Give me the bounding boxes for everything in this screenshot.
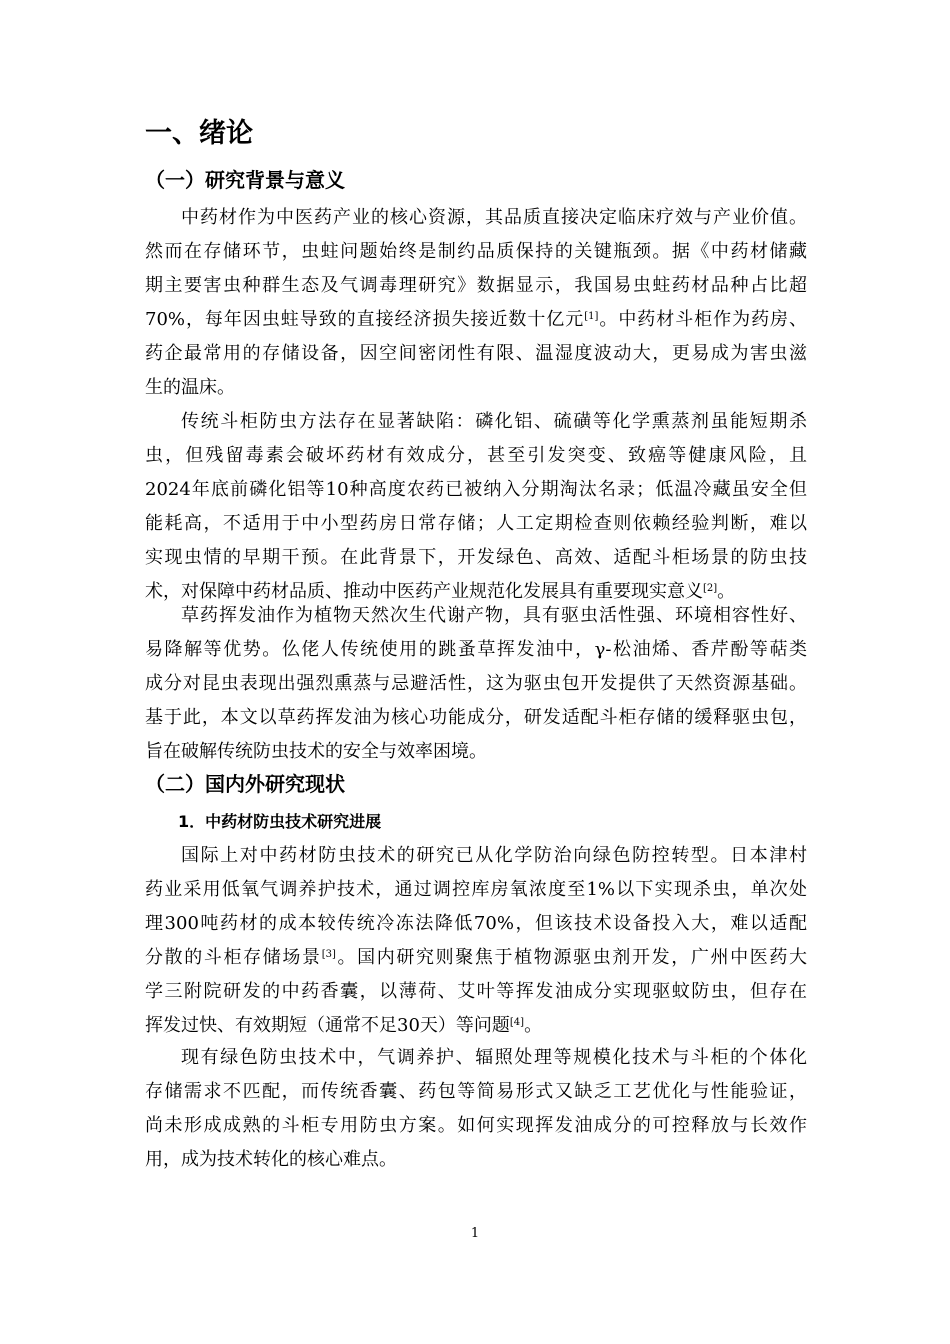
section-heading-status: （二）国内外研究现状	[145, 772, 345, 796]
paragraph-background-3	[145, 599, 807, 769]
text-line	[145, 1009, 807, 1043]
subsection-heading: 1．中药材防虫技术研究进展	[178, 812, 382, 831]
text-line	[145, 303, 807, 337]
citation-1: [1]	[584, 311, 599, 322]
text-line: 虫，但残留毒素会破坏药材有效成分，甚至引发突变、致癌等健康风险，且	[145, 445, 807, 466]
text-run: 。国内研究则聚焦于植物源驱虫剂开发，广州中医药大	[335, 947, 808, 968]
text-line: 中药材作为中医药产业的核心资源，其品质直接决定临床疗效与产业价值。	[181, 207, 807, 228]
text-line: 药业采用低氧气调养护技术，通过调控库房氧浓度至1%以下实现杀虫，单次处	[145, 879, 807, 900]
text-run: 挥发过快、有效期短（通常不足30天）等问题	[145, 1015, 510, 1036]
citation-4: [4]	[509, 1017, 525, 1028]
text-line: 存储需求不匹配，而传统香囊、药包等简易形式又缺乏工艺优化与性能验证，	[145, 1081, 807, 1102]
text-line: 2024年底前磷化铝等10种高度农药已被纳入分期淘汰名录；低温冷藏虽安全但	[145, 479, 807, 500]
text-line: 然而在存储环节，虫蛀问题始终是制约品质保持的关键瓶颈。据《中药材储藏	[145, 241, 807, 262]
page-number: 1	[470, 1226, 480, 1241]
text-line: 生的温床。	[145, 377, 235, 398]
text-line: 理300吨药材的成本较传统冷冻法降低70%，但该技术设备投入大，难以适配	[145, 913, 807, 934]
paragraph-background-2	[145, 405, 807, 609]
text-run: 术，对保障中药材品质、推动中医药产业规范化发展具有重要现实意义	[145, 581, 703, 602]
text-line: 学三附院研发的中药香囊，以薄荷、艾叶等挥发油成分实现驱蚊防虫，但存在	[145, 981, 807, 1002]
text-line: 期主要害虫种群生态及气调毒理研究》数据显示，我国易虫蛀药材品种占比超	[145, 275, 807, 296]
paragraph-status-1	[145, 839, 807, 1043]
text-line: 草药挥发油作为植物天然次生代谢产物，具有驱虫活性强、环境相容性好、	[181, 605, 807, 626]
section-heading-background: （一）研究背景与意义	[145, 168, 345, 192]
text-line	[145, 941, 807, 975]
text-line: 用，成为技术转化的核心难点。	[145, 1149, 397, 1170]
chapter-heading: 一、绪论	[145, 118, 253, 149]
text-line: 传统斗柜防虫方法存在显著缺陷：磷化铝、硫磺等化学熏蒸剂虽能短期杀	[181, 411, 807, 432]
paragraph-status-2	[145, 1041, 807, 1177]
text-line: 易降解等优势。仫佬人传统使用的跳蚤草挥发油中，γ-松油烯、香芹酚等萜类	[145, 639, 807, 660]
text-line: 尚未形成成熟的斗柜专用防虫方案。如何实现挥发油成分的可控释放与长效作	[145, 1115, 807, 1136]
text-line: 能耗高，不适用于中小型药房日常存储；人工定期检查则依赖经验判断，难以	[145, 513, 807, 534]
text-line: 现有绿色防虫技术中，气调养护、辐照处理等规模化技术与斗柜的个体化	[181, 1047, 807, 1068]
text-run: 分散的斗柜存储场景	[145, 947, 322, 968]
text-run: 。	[717, 581, 736, 602]
text-line: 国际上对中药材防虫技术的研究已从化学防治向绿色防控转型。日本津村	[181, 845, 807, 866]
text-line: 药企最常用的存储设备，因空间密闭性有限、温湿度波动大，更易成为害虫滋	[145, 343, 807, 364]
citation-3: [3]	[321, 949, 336, 960]
text-run: 70%，每年因虫蛀导致的直接经济损失接近数十亿元	[145, 309, 585, 330]
text-line: 基于此，本文以草药挥发油为核心功能成分，研发适配斗柜存储的缓释驱虫包，	[145, 707, 807, 728]
citation-2: [2]	[703, 583, 718, 594]
text-line: 旨在破解传统防虫技术的安全与效率困境。	[145, 741, 487, 762]
text-line: 实现虫情的早期干预。在此背景下，开发绿色、高效、适配斗柜场景的防虫技	[145, 547, 807, 568]
text-line: 成分对昆虫表现出强烈熏蒸与忌避活性，这为驱虫包开发提供了天然资源基础。	[145, 673, 807, 694]
text-run: 。中药材斗柜作为药房、	[598, 309, 807, 330]
paragraph-background-1	[145, 201, 807, 405]
text-run: 。	[524, 1015, 543, 1036]
